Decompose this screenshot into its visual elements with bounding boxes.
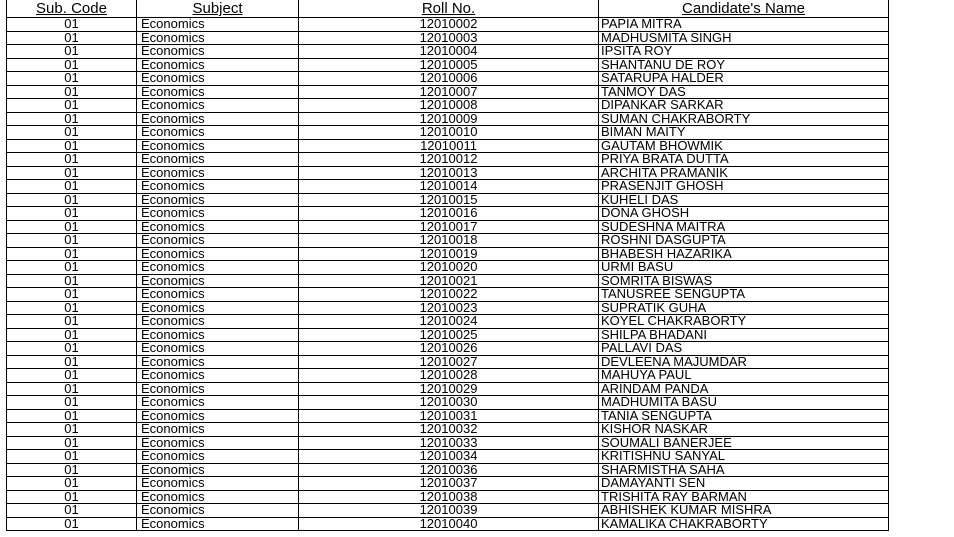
sub-code-cell: 01 bbox=[7, 436, 137, 450]
subject-cell: Economics bbox=[137, 477, 299, 491]
table-row bbox=[7, 58, 889, 72]
subject-cell: Economics bbox=[137, 112, 299, 126]
roll-no-cell: 12010006 bbox=[299, 72, 599, 86]
subject-cell: Economics bbox=[137, 207, 299, 221]
roll-no-cell: 12010019 bbox=[299, 247, 599, 261]
sub-code-cell: 01 bbox=[7, 477, 137, 491]
sub-code-cell: 01 bbox=[7, 382, 137, 396]
subject-cell: Economics bbox=[137, 490, 299, 504]
subject-cell: Economics bbox=[137, 382, 299, 396]
candidate-name-cell: KAMALIKA CHAKRABORTY bbox=[599, 517, 889, 531]
table-row bbox=[7, 247, 889, 261]
sub-code-cell: 01 bbox=[7, 423, 137, 437]
candidate-name-cell: BIMAN MAITY bbox=[599, 126, 889, 140]
header-candidate-name: Candidate's Name bbox=[599, 0, 889, 18]
roll-no-cell: 12010032 bbox=[299, 423, 599, 437]
table-row bbox=[7, 423, 889, 437]
header-subject: Subject bbox=[137, 0, 299, 18]
roll-no-cell: 12010007 bbox=[299, 85, 599, 99]
sub-code-cell: 01 bbox=[7, 153, 137, 167]
table-row bbox=[7, 369, 889, 383]
candidate-name-cell: DIPANKAR SARKAR bbox=[599, 99, 889, 113]
subject-cell: Economics bbox=[137, 328, 299, 342]
subject-cell: Economics bbox=[137, 126, 299, 140]
sub-code-cell: 01 bbox=[7, 409, 137, 423]
table-row bbox=[7, 396, 889, 410]
table-row bbox=[7, 193, 889, 207]
subject-cell: Economics bbox=[137, 450, 299, 464]
candidate-name-cell: SOUMALI BANERJEE bbox=[599, 436, 889, 450]
table-row bbox=[7, 31, 889, 45]
roll-no-cell: 12010026 bbox=[299, 342, 599, 356]
table-row bbox=[7, 72, 889, 86]
roll-no-cell: 12010020 bbox=[299, 261, 599, 275]
subject-cell: Economics bbox=[137, 18, 299, 32]
roll-no-cell: 12010003 bbox=[299, 31, 599, 45]
subject-cell: Economics bbox=[137, 342, 299, 356]
candidate-name-cell: SUPRATIK GUHA bbox=[599, 301, 889, 315]
subject-cell: Economics bbox=[137, 436, 299, 450]
sub-code-cell: 01 bbox=[7, 180, 137, 194]
subject-cell: Economics bbox=[137, 274, 299, 288]
candidate-name-cell: PAPIA MITRA bbox=[599, 18, 889, 32]
roll-no-cell: 12010037 bbox=[299, 477, 599, 491]
roll-no-cell: 12010010 bbox=[299, 126, 599, 140]
roll-no-cell: 12010036 bbox=[299, 463, 599, 477]
subject-cell: Economics bbox=[137, 396, 299, 410]
sub-code-cell: 01 bbox=[7, 166, 137, 180]
candidate-name-cell: IPSITA ROY bbox=[599, 45, 889, 59]
subject-cell: Economics bbox=[137, 355, 299, 369]
sub-code-cell: 01 bbox=[7, 342, 137, 356]
table-row bbox=[7, 436, 889, 450]
subject-cell: Economics bbox=[137, 139, 299, 153]
subject-cell: Economics bbox=[137, 369, 299, 383]
roll-no-cell: 12010008 bbox=[299, 99, 599, 113]
table-row bbox=[7, 328, 889, 342]
table-row bbox=[7, 18, 889, 32]
sub-code-cell: 01 bbox=[7, 369, 137, 383]
subject-cell: Economics bbox=[137, 72, 299, 86]
table-row bbox=[7, 153, 889, 167]
roll-no-cell: 12010034 bbox=[299, 450, 599, 464]
sub-code-cell: 01 bbox=[7, 139, 137, 153]
roll-no-cell: 12010031 bbox=[299, 409, 599, 423]
subject-cell: Economics bbox=[137, 153, 299, 167]
candidate-name-cell: TANUSREE SENGUPTA bbox=[599, 288, 889, 302]
sub-code-cell: 01 bbox=[7, 517, 137, 531]
table-row bbox=[7, 261, 889, 275]
sub-code-cell: 01 bbox=[7, 45, 137, 59]
candidate-name-cell: SHANTANU DE ROY bbox=[599, 58, 889, 72]
candidate-name-cell: TANIA SENGUPTA bbox=[599, 409, 889, 423]
candidate-name-cell: URMI BASU bbox=[599, 261, 889, 275]
subject-cell: Economics bbox=[137, 301, 299, 315]
subject-cell: Economics bbox=[137, 463, 299, 477]
roll-no-cell: 12010028 bbox=[299, 369, 599, 383]
table-row bbox=[7, 112, 889, 126]
candidate-name-cell: DONA GHOSH bbox=[599, 207, 889, 221]
roll-no-cell: 12010005 bbox=[299, 58, 599, 72]
table-row bbox=[7, 342, 889, 356]
candidate-name-cell: KISHOR NASKAR bbox=[599, 423, 889, 437]
roll-no-cell: 12010016 bbox=[299, 207, 599, 221]
subject-cell: Economics bbox=[137, 99, 299, 113]
roll-no-cell: 12010009 bbox=[299, 112, 599, 126]
sub-code-cell: 01 bbox=[7, 504, 137, 518]
table-row bbox=[7, 382, 889, 396]
roll-no-cell: 12010033 bbox=[299, 436, 599, 450]
roll-no-cell: 12010012 bbox=[299, 153, 599, 167]
table-row bbox=[7, 301, 889, 315]
sub-code-cell: 01 bbox=[7, 490, 137, 504]
roll-no-cell: 12010021 bbox=[299, 274, 599, 288]
table-row bbox=[7, 409, 889, 423]
table-row bbox=[7, 288, 889, 302]
sub-code-cell: 01 bbox=[7, 301, 137, 315]
table-row bbox=[7, 180, 889, 194]
table-row bbox=[7, 463, 889, 477]
candidate-name-cell: PALLAVI DAS bbox=[599, 342, 889, 356]
subject-cell: Economics bbox=[137, 261, 299, 275]
sub-code-cell: 01 bbox=[7, 355, 137, 369]
candidate-name-cell: MADHUMITA BASU bbox=[599, 396, 889, 410]
roll-no-cell: 12010030 bbox=[299, 396, 599, 410]
sub-code-cell: 01 bbox=[7, 18, 137, 32]
roll-no-cell: 12010024 bbox=[299, 315, 599, 329]
candidate-name-cell: MADHUSMITA SINGH bbox=[599, 31, 889, 45]
subject-cell: Economics bbox=[137, 180, 299, 194]
subject-cell: Economics bbox=[137, 517, 299, 531]
candidate-table bbox=[6, 0, 889, 531]
sub-code-cell: 01 bbox=[7, 247, 137, 261]
sub-code-cell: 01 bbox=[7, 288, 137, 302]
subject-cell: Economics bbox=[137, 315, 299, 329]
candidate-name-cell: SHARMISTHA SAHA bbox=[599, 463, 889, 477]
header-roll-no: Roll No. bbox=[299, 0, 599, 18]
table-row bbox=[7, 490, 889, 504]
candidate-name-cell: DAMAYANTI SEN bbox=[599, 477, 889, 491]
candidate-list bbox=[6, 0, 889, 531]
roll-no-cell: 12010025 bbox=[299, 328, 599, 342]
candidate-name-cell: SUMAN CHAKRABORTY bbox=[599, 112, 889, 126]
table-row bbox=[7, 220, 889, 234]
subject-cell: Economics bbox=[137, 85, 299, 99]
table-row bbox=[7, 139, 889, 153]
roll-no-cell: 12010018 bbox=[299, 234, 599, 248]
roll-no-cell: 12010038 bbox=[299, 490, 599, 504]
sub-code-cell: 01 bbox=[7, 328, 137, 342]
table-row bbox=[7, 504, 889, 518]
candidate-name-cell: DEVLEENA MAJUMDAR bbox=[599, 355, 889, 369]
roll-no-cell: 12010002 bbox=[299, 18, 599, 32]
subject-cell: Economics bbox=[137, 45, 299, 59]
candidate-name-cell: GAUTAM BHOWMIK bbox=[599, 139, 889, 153]
sub-code-cell: 01 bbox=[7, 207, 137, 221]
roll-no-cell: 12010015 bbox=[299, 193, 599, 207]
sub-code-cell: 01 bbox=[7, 85, 137, 99]
table-row bbox=[7, 450, 889, 464]
candidate-name-cell: ARINDAM PANDA bbox=[599, 382, 889, 396]
roll-no-cell: 12010027 bbox=[299, 355, 599, 369]
subject-cell: Economics bbox=[137, 423, 299, 437]
sub-code-cell: 01 bbox=[7, 463, 137, 477]
table-row bbox=[7, 477, 889, 491]
table-row bbox=[7, 85, 889, 99]
sub-code-cell: 01 bbox=[7, 261, 137, 275]
candidate-name-cell: TRISHITA RAY BARMAN bbox=[599, 490, 889, 504]
table-row bbox=[7, 45, 889, 59]
sub-code-cell: 01 bbox=[7, 396, 137, 410]
subject-cell: Economics bbox=[137, 247, 299, 261]
table-row bbox=[7, 315, 889, 329]
header-sub-code: Sub. Code bbox=[7, 0, 137, 18]
subject-cell: Economics bbox=[137, 166, 299, 180]
header-row bbox=[7, 0, 889, 18]
sub-code-cell: 01 bbox=[7, 72, 137, 86]
candidate-name-cell: ROSHNI DASGUPTA bbox=[599, 234, 889, 248]
table-row bbox=[7, 207, 889, 221]
candidate-name-cell: BHABESH HAZARIKA bbox=[599, 247, 889, 261]
candidate-name-cell: KOYEL CHAKRABORTY bbox=[599, 315, 889, 329]
table-row bbox=[7, 355, 889, 369]
roll-no-cell: 12010023 bbox=[299, 301, 599, 315]
roll-no-cell: 12010011 bbox=[299, 139, 599, 153]
candidate-name-cell: SHILPA BHADANI bbox=[599, 328, 889, 342]
sub-code-cell: 01 bbox=[7, 234, 137, 248]
roll-no-cell: 12010014 bbox=[299, 180, 599, 194]
sub-code-cell: 01 bbox=[7, 126, 137, 140]
subject-cell: Economics bbox=[137, 220, 299, 234]
roll-no-cell: 12010017 bbox=[299, 220, 599, 234]
candidate-name-cell: ARCHITA PRAMANIK bbox=[599, 166, 889, 180]
sub-code-cell: 01 bbox=[7, 450, 137, 464]
subject-cell: Economics bbox=[137, 58, 299, 72]
subject-cell: Economics bbox=[137, 31, 299, 45]
table-row bbox=[7, 234, 889, 248]
roll-no-cell: 12010040 bbox=[299, 517, 599, 531]
candidate-name-cell: KRITISHNU SANYAL bbox=[599, 450, 889, 464]
subject-cell: Economics bbox=[137, 409, 299, 423]
candidate-name-cell: SUDESHNA MAITRA bbox=[599, 220, 889, 234]
sub-code-cell: 01 bbox=[7, 58, 137, 72]
candidate-name-cell: ABHISHEK KUMAR MISHRA bbox=[599, 504, 889, 518]
sub-code-cell: 01 bbox=[7, 274, 137, 288]
subject-cell: Economics bbox=[137, 504, 299, 518]
candidate-name-cell: KUHELI DAS bbox=[599, 193, 889, 207]
candidate-name-cell: SATARUPA HALDER bbox=[599, 72, 889, 86]
roll-no-cell: 12010013 bbox=[299, 166, 599, 180]
sub-code-cell: 01 bbox=[7, 112, 137, 126]
candidate-name-cell: MAHUYA PAUL bbox=[599, 369, 889, 383]
sub-code-cell: 01 bbox=[7, 220, 137, 234]
roll-no-cell: 12010029 bbox=[299, 382, 599, 396]
subject-cell: Economics bbox=[137, 234, 299, 248]
table-row bbox=[7, 166, 889, 180]
table-row bbox=[7, 99, 889, 113]
table-row bbox=[7, 274, 889, 288]
sub-code-cell: 01 bbox=[7, 31, 137, 45]
table-row bbox=[7, 126, 889, 140]
table-body bbox=[7, 18, 889, 531]
roll-no-cell: 12010004 bbox=[299, 45, 599, 59]
sub-code-cell: 01 bbox=[7, 193, 137, 207]
candidate-name-cell: TANMOY DAS bbox=[599, 85, 889, 99]
candidate-name-cell: PRIYA BRATA DUTTA bbox=[599, 153, 889, 167]
subject-cell: Economics bbox=[137, 193, 299, 207]
roll-no-cell: 12010039 bbox=[299, 504, 599, 518]
sub-code-cell: 01 bbox=[7, 99, 137, 113]
subject-cell: Economics bbox=[137, 288, 299, 302]
table-row bbox=[7, 517, 889, 531]
candidate-name-cell: SOMRITA BISWAS bbox=[599, 274, 889, 288]
sub-code-cell: 01 bbox=[7, 315, 137, 329]
roll-no-cell: 12010022 bbox=[299, 288, 599, 302]
candidate-name-cell: PRASENJIT GHOSH bbox=[599, 180, 889, 194]
